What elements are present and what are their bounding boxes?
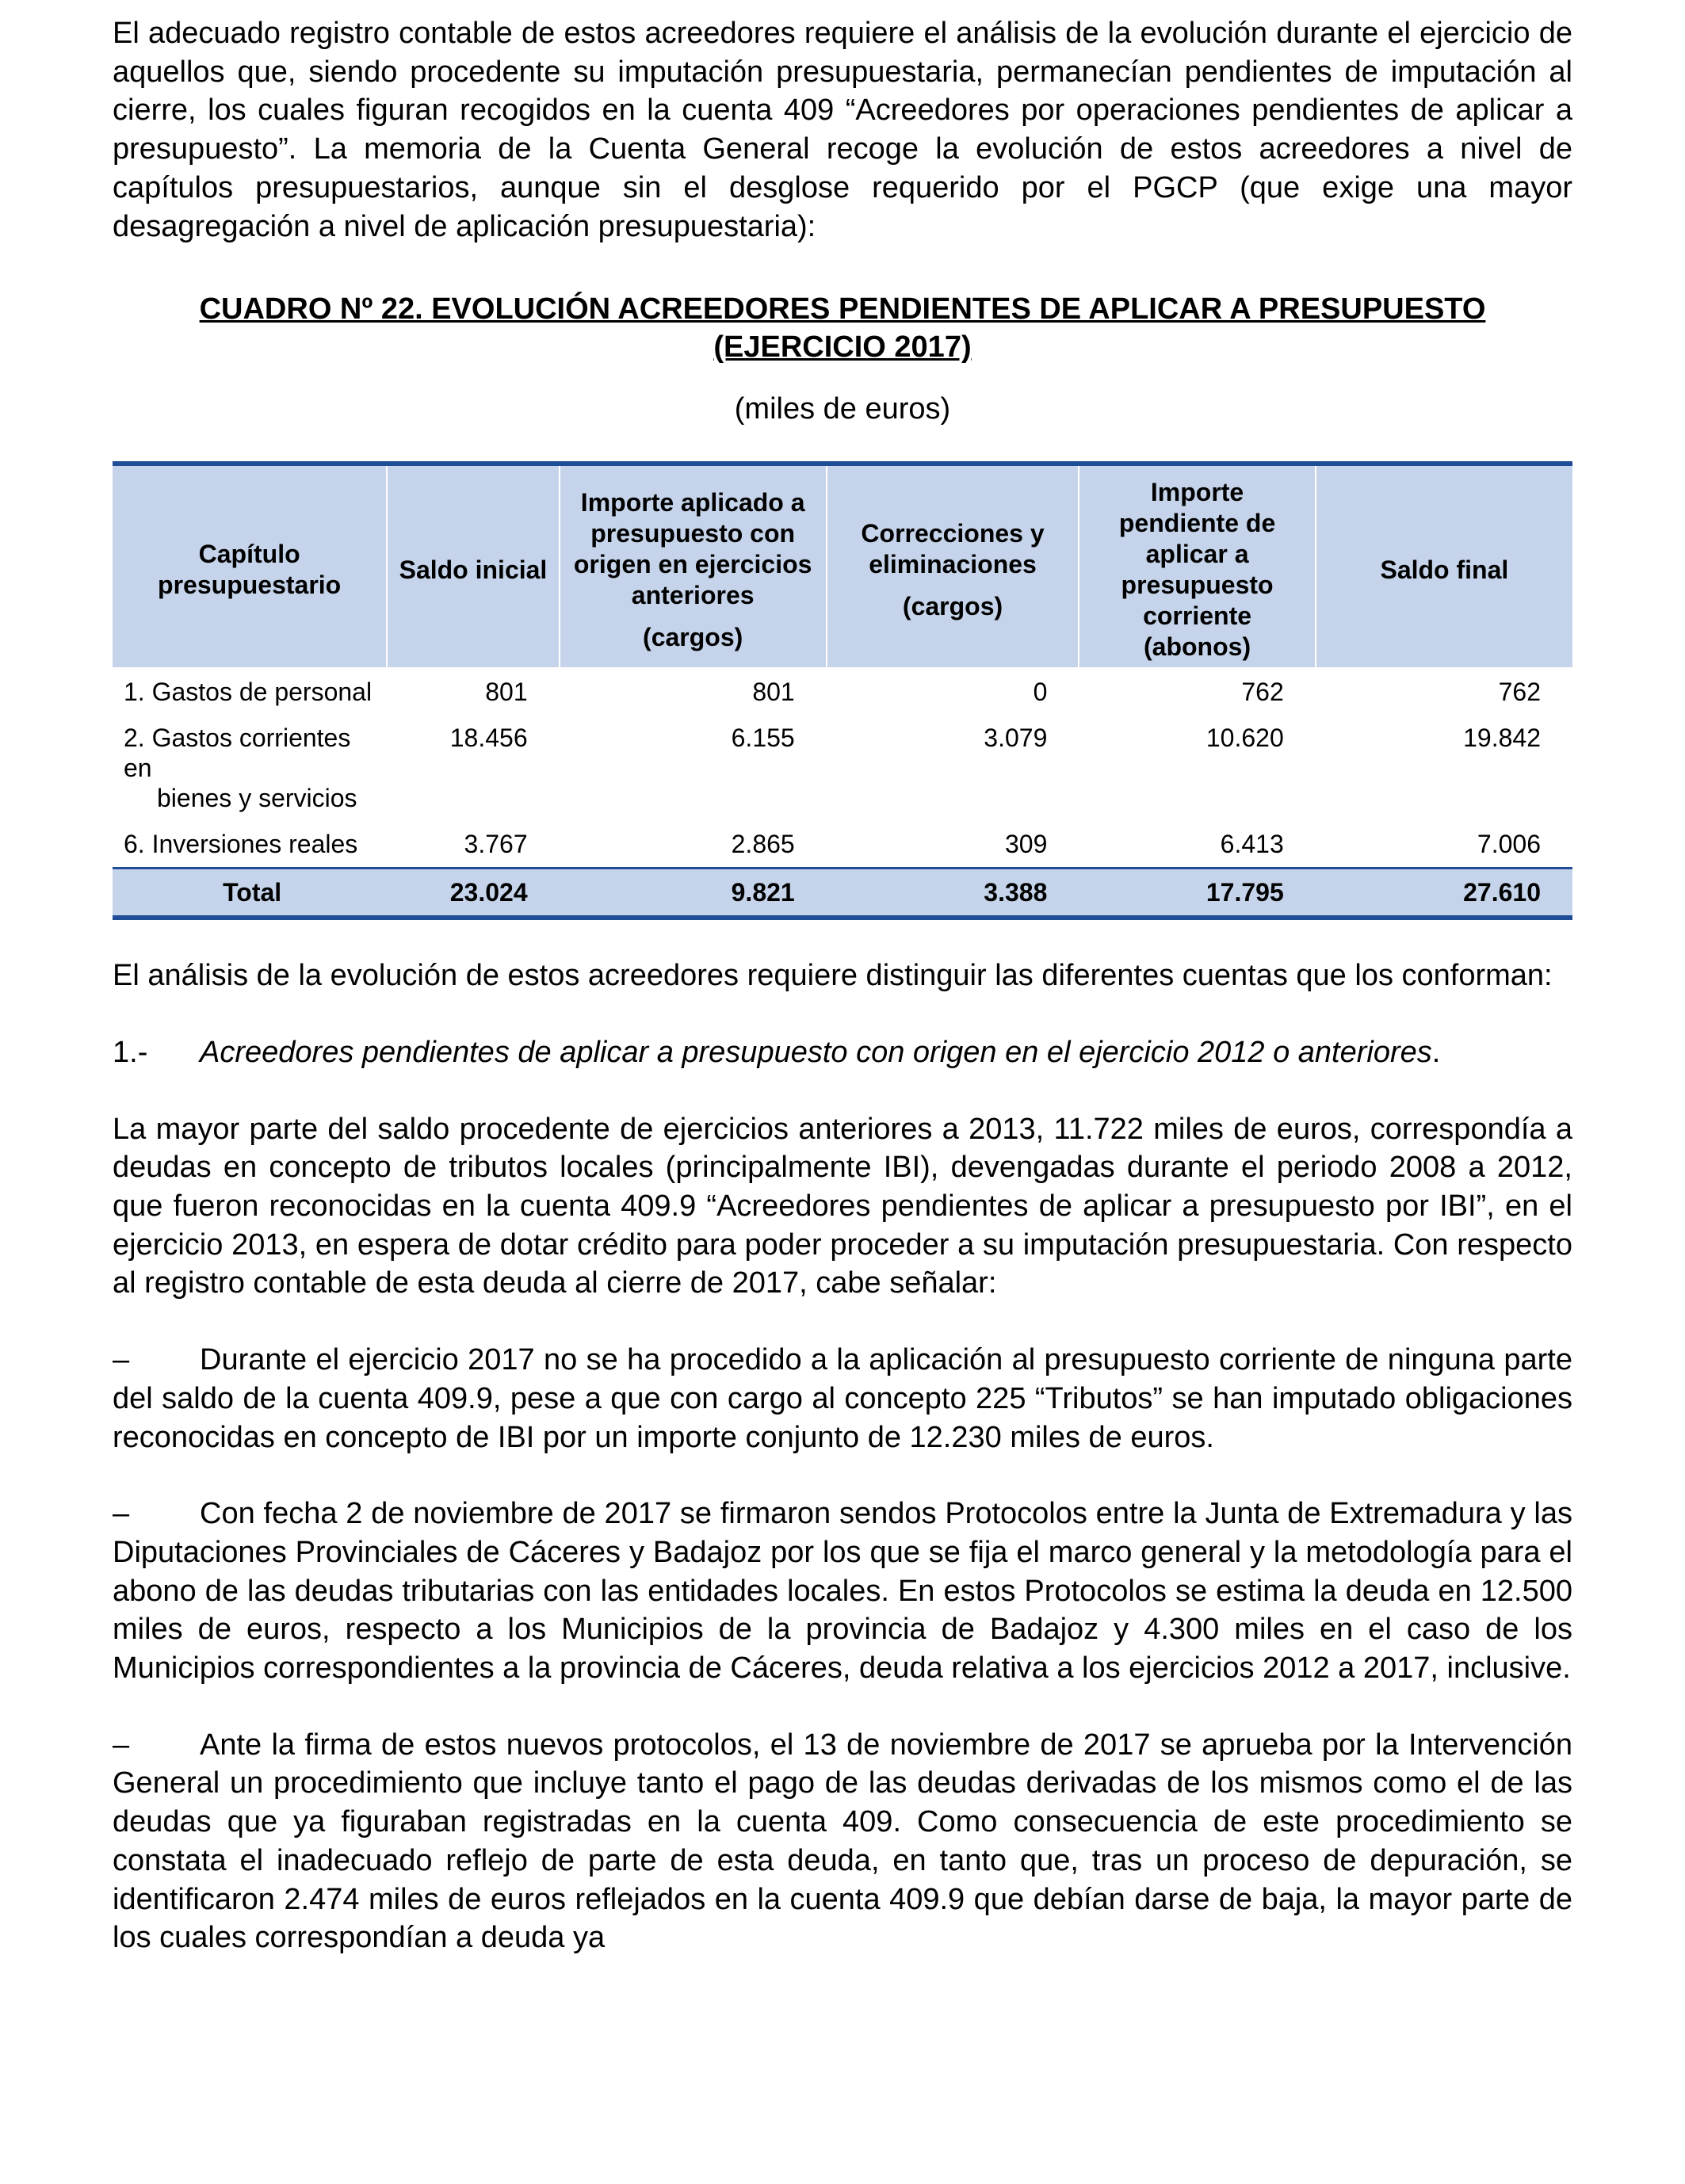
- units-label: (miles de euros): [734, 392, 951, 426]
- cell-correcciones: 309: [1004, 830, 1048, 859]
- creditors-table: [113, 461, 1572, 920]
- cell-saldo-inicial: 18.456: [449, 724, 528, 753]
- table-row: [113, 821, 1572, 869]
- paragraph-3: La mayor parte del saldo procedente de ejercicios anteriores a 2013, 11.722 miles de euros, correspondía a deudas en concepto de tributos locales (principalmente IBI), devengadas durante el periodo 2008 a 2012, que fueron reconocidas en la cuenta 409.9 “Acreedores pendientes de aplicar a presupuesto por IBI”, en el ejercicio 2013, en espera de dotar crédito para poder proceder a su imputación presupuestaria. Con respecto al registro contable de esta deuda al cierre de 2017, cabe señalar:: [113, 1112, 1572, 1300]
- bullet-text: Ante la firma de estos nuevos protocolos, el 13 de noviembre de 2017 se aprueba por la Intervención General un procedimiento que incluye tanto el pago de las deudas derivadas de los mismos como el de las deudas que ya figuraban registradas en la cuenta 409. Como consecuencia de este procedimiento se constata el inadecuado reflejo de parte de esta deuda, en tanto que, tras un proceso de depuración, se identificaron 2.474 miles de euros reflejados en la cuenta 409.9 que debían darse de baja, la mayor parte de los cuales correspondían a deuda ya: [113, 1728, 1572, 1955]
- cell-correcciones: 3.079: [984, 724, 1048, 753]
- table-title-line-1: CUADRO Nº 22. EVOLUCIÓN ACREEDORES PENDIENTES DE APLICAR A PRESUPUESTO: [199, 292, 1486, 326]
- cell-importe-pendiente: 10.620: [1205, 724, 1284, 753]
- total-label: Total: [113, 869, 387, 918]
- total-correcciones: 3.388: [827, 869, 1079, 918]
- cell-importe-pendiente: 6.413: [1220, 830, 1284, 859]
- header-importe-aplicado: Importe aplicado a presupuesto con origen en ejercicios anteriores (cargos): [560, 464, 827, 668]
- numbered-heading-text: Acreedores pendientes de aplicar a presupuesto con origen en el ejercicio 2012 o anteriores: [200, 1035, 1432, 1069]
- table-row: [113, 668, 1572, 715]
- header-saldo-final: Saldo final: [1316, 464, 1572, 668]
- table-row: [113, 715, 1572, 821]
- cell-importe-aplicado: 801: [752, 678, 795, 707]
- bullet-item: [113, 1726, 1572, 1957]
- intro-paragraph: El adecuado registro contable de estos acreedores requiere el análisis de la evolución durante el ejercicio de aquellos que, siendo procedente su imputación presupuestaria, permanecían pendientes de imputación al cierre, los cuales figuran recogidos en la cuenta 409 “Acreedores por operaciones pendientes de aplicar a presupuesto”. La memoria de la Cuenta General recoge la evolución de estos acreedores a nivel de capítulos presupuestarios, aunque sin el desglose requerido por el PGCP (que exige una mayor desagregación a nivel de aplicación presupuestaria):: [113, 17, 1572, 243]
- header-correcciones: Correcciones y eliminaciones (cargos): [827, 464, 1079, 668]
- dash-icon: –: [113, 1497, 130, 1531]
- cell-saldo-final: 19.842: [1463, 724, 1541, 753]
- total-importe-pendiente: 17.795: [1079, 869, 1315, 918]
- numbered-heading-trail: .: [1431, 1035, 1441, 1069]
- table-title-line-2: (EJERCICIO 2017): [713, 330, 972, 365]
- bullet-item: [113, 1341, 1572, 1457]
- cell-importe-aplicado: 6.155: [731, 724, 795, 753]
- dash-icon: –: [113, 1343, 130, 1377]
- table-header-row: [113, 464, 1572, 668]
- total-saldo-inicial: 23.024: [387, 869, 559, 918]
- bullet-text: Durante el ejercicio 2017 no se ha procedido a la aplicación al presupuesto corriente de ninguna parte del saldo de la cuenta 409.9, pese a que con cargo al concepto 225 “Tributos” se han imputado obligaciones reconocidas en concepto de IBI por un importe conjunto de 12.230 miles de euros.: [113, 1343, 1572, 1454]
- header-capitulo: Capítulo presupuestario: [113, 464, 387, 668]
- numbered-heading-number: 1.-: [113, 1035, 148, 1069]
- table-total-row: [113, 869, 1572, 918]
- cell-correcciones: 0: [1033, 678, 1048, 707]
- total-importe-aplicado: 9.821: [560, 869, 827, 918]
- row-label: 1. Gastos de personal: [124, 678, 373, 707]
- header-saldo-inicial: Saldo inicial: [387, 464, 559, 668]
- row-label: 6. Inversiones reales: [124, 830, 358, 859]
- cell-saldo-final: 7.006: [1477, 830, 1541, 859]
- dash-icon: –: [113, 1728, 130, 1762]
- cell-saldo-inicial: 3.767: [464, 830, 528, 859]
- paragraph-2: El análisis de la evolución de estos acreedores requiere distinguir las diferentes cuentas que los conforman:: [113, 959, 1553, 993]
- numbered-heading: [113, 1033, 1572, 1072]
- total-saldo-final: 27.610: [1316, 869, 1572, 918]
- bullet-item: [113, 1495, 1572, 1688]
- cell-importe-pendiente: 762: [1241, 678, 1284, 707]
- header-importe-pendiente: Importe pendiente de aplicar a presupuesto corriente (abonos): [1079, 464, 1315, 668]
- row-label: 2. Gastos corrientes en bienes y servicios: [124, 724, 357, 813]
- cell-importe-aplicado: 2.865: [731, 830, 795, 859]
- bullet-text: Con fecha 2 de noviembre de 2017 se firmaron sendos Protocolos entre la Junta de Extremadura y las Diputaciones Provinciales de Cáceres y Badajoz por los que se fija el marco general y la metodología para el abono de las deudas tributarias con las entidades locales. En estos Protocolos se estima la deuda en 12.500 miles de euros, respecto a los Municipios de la provincia de Badajoz y 4.300 miles en el caso de los Municipios correspondientes a la provincia de Cáceres, deuda relativa a los ejercicios 2012 a 2017, inclusive.: [113, 1497, 1572, 1686]
- cell-saldo-final: 762: [1498, 678, 1541, 707]
- cell-saldo-inicial: 801: [485, 678, 528, 707]
- table-title: [113, 290, 1572, 366]
